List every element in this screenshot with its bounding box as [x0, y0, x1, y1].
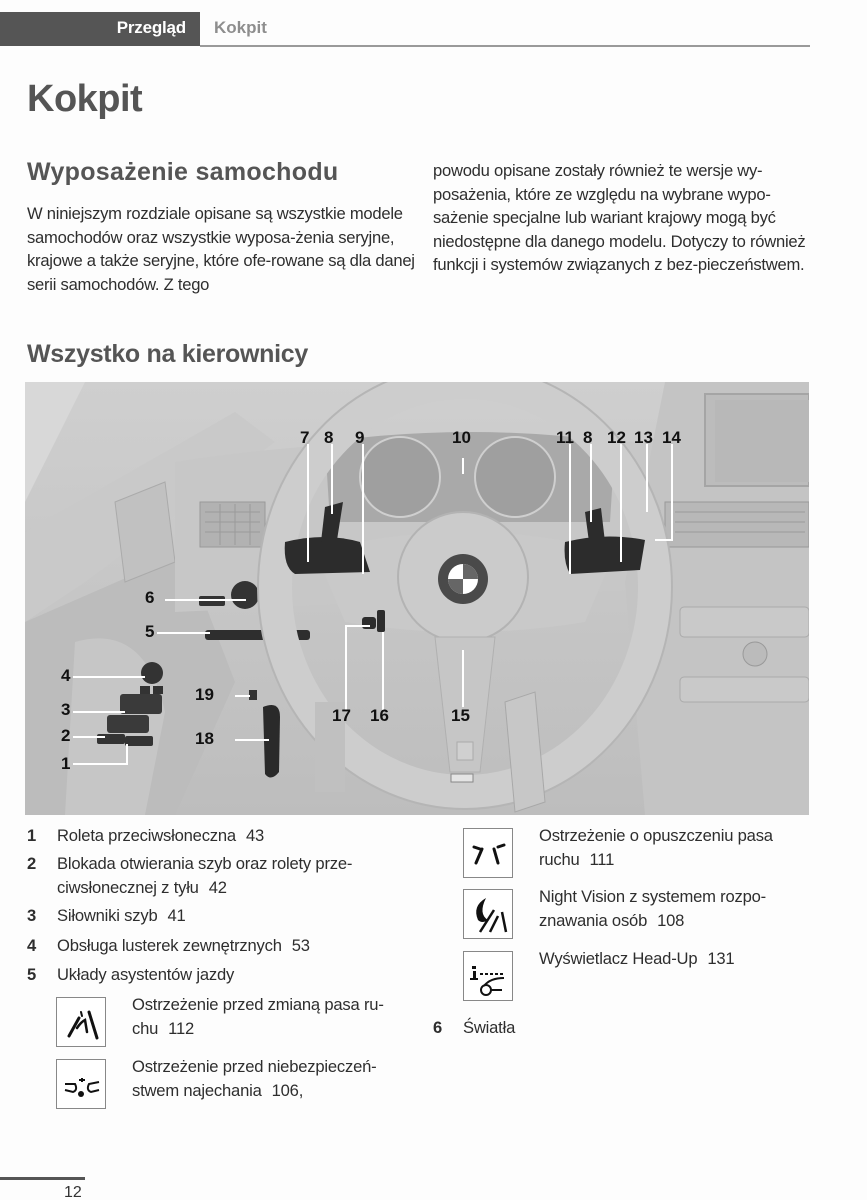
callout-17: 17 [332, 706, 351, 725]
callout-13: 13 [634, 428, 653, 447]
callout-2: 2 [61, 726, 71, 745]
section-heading-equipment: Wyposażenie samochodu [27, 158, 339, 186]
lane-departure-warning-icon [463, 828, 513, 878]
callout-1: 1 [61, 754, 71, 773]
callout-19: 19 [195, 685, 214, 704]
lane-change-warning-icon [56, 997, 106, 1047]
callout-16: 16 [370, 706, 389, 725]
page-ref-link[interactable]: 108 [657, 910, 685, 930]
section-heading-steering-wheel: Wszystko na kierownicy [27, 340, 308, 368]
paragraph-equipment-right: powodu opisane zostały również te wersje wy-posażenia, które ze względu na wybrane wypo-sażenie specjalne lub wariant krajowy mogą być niedostępne dla danego modelu. Dotyczy to również funkcji i systemów związanych z bez-pieczeństwem. [433, 161, 806, 275]
night-vision-icon [463, 889, 513, 939]
page-ref-link[interactable]: 42 [208, 877, 227, 897]
callout-8-right: 8 [583, 428, 593, 447]
callout-14: 14 [662, 428, 681, 447]
callout-4: 4 [61, 666, 71, 685]
collision-warning-icon [56, 1059, 106, 1109]
head-up-display-icon [463, 951, 513, 1001]
callout-18: 18 [195, 729, 214, 748]
header-chapter-label: Kokpit [214, 18, 267, 37]
page-ref-link[interactable]: 131 [707, 949, 735, 968]
callout-6: 6 [145, 588, 155, 607]
header-rule [200, 45, 810, 47]
cockpit-drawing [25, 382, 809, 815]
callout-8-left: 8 [324, 428, 334, 447]
callout-11: 11 [556, 428, 574, 447]
callout-7: 7 [300, 428, 310, 447]
page-title: Kokpit [27, 78, 143, 120]
page-ref-link[interactable]: 106, [271, 1080, 304, 1100]
page-ref-link[interactable]: 111 [589, 849, 615, 869]
header-section-tab [0, 12, 200, 46]
footer-rule [0, 1177, 85, 1180]
callout-10: 10 [452, 428, 471, 447]
callout-9: 9 [355, 428, 365, 447]
callout-12: 12 [607, 428, 626, 447]
callout-3: 3 [61, 700, 71, 719]
page-ref-link[interactable]: 41 [167, 906, 186, 925]
callout-15: 15 [451, 706, 470, 725]
page-number: 12 [64, 1184, 82, 1200]
paragraph-equipment-left: W niniejszym rozdziale opisane są wszystkie modele samochodów oraz wszystkie wyposa-żenia seryjne, krajowe a także seryjne, które ofe-rowane są dla danej serii samochodów. Z tego [27, 204, 415, 294]
bmw-logo-icon [438, 554, 488, 604]
page-ref-link[interactable]: 112 [168, 1018, 195, 1038]
page-ref-link[interactable]: 53 [291, 936, 310, 955]
callout-5: 5 [145, 622, 155, 641]
page-ref-link[interactable]: 43 [245, 826, 265, 845]
header-section-label: Przegląd [116, 18, 186, 37]
cockpit-illustration [25, 382, 809, 815]
